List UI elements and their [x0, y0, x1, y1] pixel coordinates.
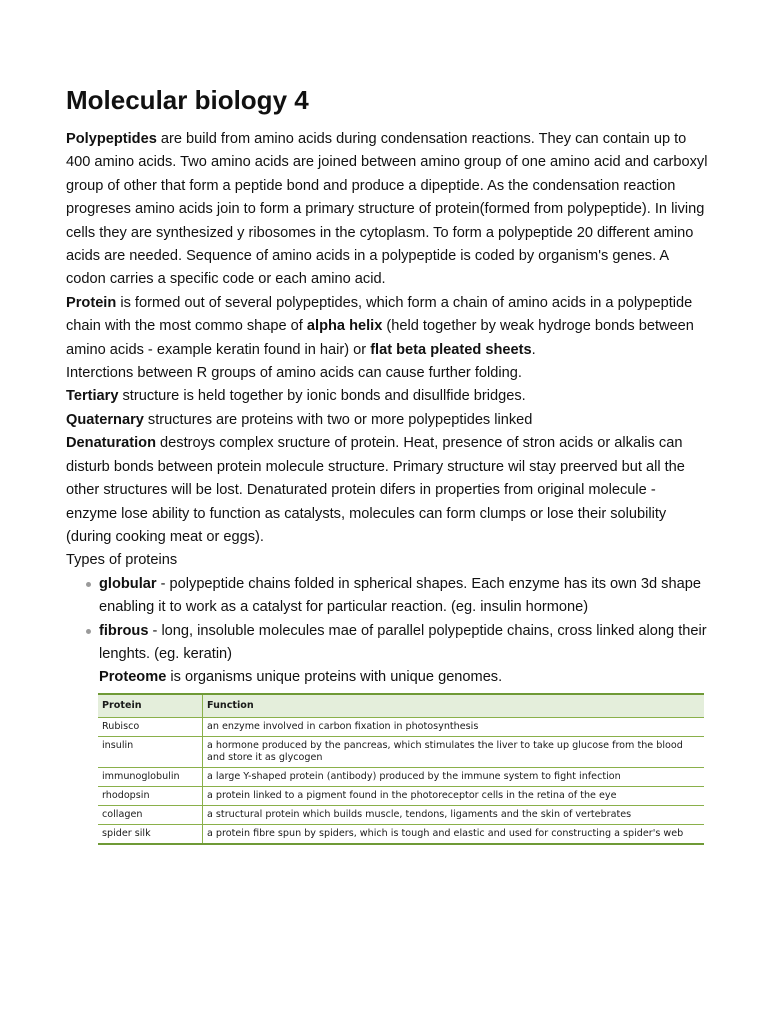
table-row [98, 717, 704, 736]
protein-cell: Rubisco [98, 717, 203, 736]
denaturation-text: destroys complex sructure of protein. Heat, presence of stron acids or alkalis can disturb bonds between protein molecule structure. Primary structure wil stay preerved but all the other structures will be lost. Denaturated protein difers in properties from original molecule - enzyme lose ability to function as catalysts, molecules can form clumps or lose their solubility (during cooking meat or eggs). [66, 435, 685, 545]
function-cell: a protein fibre spun by spiders, which is tough and elastic and used for constructing a spider's web [203, 824, 705, 844]
column-header-protein: Protein [98, 694, 203, 718]
alpha-helix-term: alpha helix [306, 318, 383, 335]
beta-sheets-term: flat beta pleated sheets [370, 341, 532, 358]
quaternary-term: Quaternary [66, 411, 144, 428]
proteome-text: is organisms unique proteins with unique genomes. [166, 669, 503, 686]
protein-cell: collagen [98, 805, 203, 824]
protein-cell: insulin [98, 736, 203, 767]
tertiary-text: structure is held together by ionic bonds and disullfide bridges. [118, 388, 526, 405]
table-row [98, 767, 704, 786]
column-header-function: Function [203, 694, 705, 718]
function-cell: a protein linked to a pigment found in the photoreceptor cells in the retina of the eye [203, 786, 705, 805]
types-heading: Types of proteins [66, 552, 178, 569]
protein-text-2: (held together by weak hydroge bonds between amino acids - example keratin found in hair) or [66, 318, 694, 358]
bullet-icon [86, 582, 91, 587]
document-page [66, 84, 710, 845]
function-cell: a structural protein which builds muscle, tendons, ligaments and the skin of vertebrates [203, 805, 705, 824]
type-text: - long, insoluble molecules mae of parallel polypeptide chains, cross linked along their lenghts. (eg. keratin) [99, 622, 707, 662]
polypeptides-term: Polypeptides [66, 131, 157, 147]
protein-function-table [98, 693, 704, 845]
protein-cell: immunoglobulin [98, 767, 203, 786]
list-item [66, 620, 710, 667]
quaternary-paragraph [66, 409, 710, 432]
type-term: globular [99, 575, 157, 592]
tertiary-paragraph [66, 385, 710, 408]
page-title: Molecular biology 4 [66, 85, 309, 115]
proteome-term: Proteome [99, 669, 167, 686]
bullet-icon [86, 629, 91, 634]
protein-cell: rhodopsin [98, 786, 203, 805]
protein-paragraph [66, 292, 710, 362]
protein-text-3: . [531, 341, 536, 358]
list-item [66, 573, 710, 620]
table-row [98, 786, 704, 805]
protein-types-list [66, 573, 710, 667]
protein-cell: spider silk [98, 824, 203, 844]
type-text: - polypeptide chains folded in spherical shapes. Each enzyme has its own 3d shape enabling it to work as a catalyst for particular reaction. (eg. insulin hormone) [99, 575, 701, 616]
polypeptides-paragraph [66, 128, 710, 292]
protein-term: Protein [66, 294, 117, 311]
tertiary-term: Tertiary [66, 388, 119, 405]
table-header-row [98, 694, 704, 718]
document-body [66, 128, 710, 690]
denaturation-term: Denaturation [66, 435, 156, 452]
protein-text-1: is formed out of several polypeptides, which form a chain of amino acids in a polypeptide chain with the most commo shape of [66, 294, 693, 335]
function-cell: an enzyme involved in carbon fixation in photosynthesis [203, 717, 705, 736]
polypeptides-text: are build from amino acids during condensation reactions. They can contain up to 400 amino acids. Two amino acids are joined between amino group of one amino acid and carboxyl group of other that form a peptide bond and produce a dipeptide. As the condensation reaction progreses amino acids join to form a primary structure of protein(formed from polypeptide). In living cells they are synthesized y ribosomes in the cytoplasm. To form a polypeptide 20 different amino acids are needed. Sequence of amino acids in a polypeptide is coded by organism's genes. A codon carries a specific code or each amino acid. [66, 131, 708, 288]
table-row [98, 805, 704, 824]
function-cell: a hormone produced by the pancreas, which stimulates the liver to take up glucose from the blood and store it as glycogen [203, 736, 705, 767]
quaternary-text: structures are proteins with two or more polypeptides linked [143, 411, 533, 428]
table-row [98, 824, 704, 844]
denaturation-paragraph [66, 432, 710, 549]
function-cell: a large Y-shaped protein (antibody) produced by the immune system to fight infection [203, 767, 705, 786]
type-term: fibrous [99, 622, 149, 639]
table-row [98, 736, 704, 767]
proteome-paragraph [66, 666, 710, 689]
interactions-paragraph: Interctions between R groups of amino acids can cause further folding. [66, 365, 522, 382]
